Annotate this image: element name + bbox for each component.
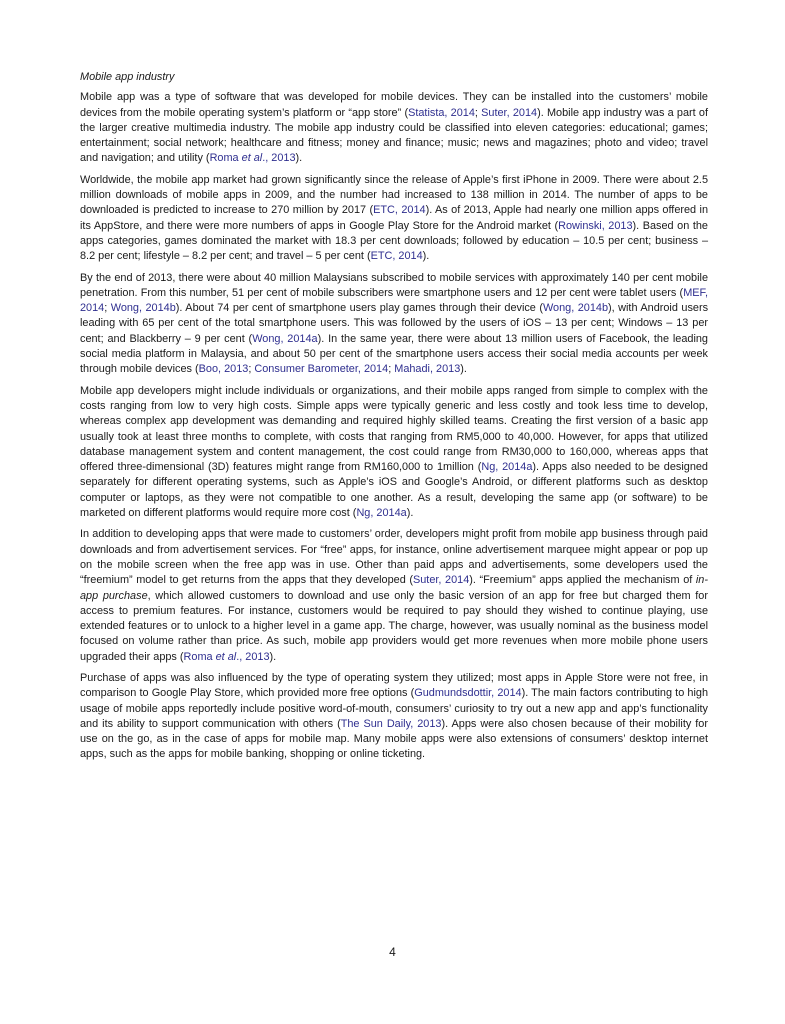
citation-separator: ; — [104, 302, 111, 315]
section-heading: Mobile app industry — [80, 71, 175, 83]
citation-link[interactable]: ETC, 2014 — [373, 204, 426, 217]
paragraph-3 — [80, 271, 708, 378]
paragraph-1 — [80, 90, 708, 166]
citation-author: Roma — [183, 650, 216, 663]
citation-separator: ; — [388, 363, 395, 376]
citation-link[interactable]: Rowinski, 2013 — [558, 219, 633, 232]
paragraph-text: ). — [269, 650, 277, 663]
paragraph-6 — [80, 671, 708, 763]
citation-link[interactable] — [210, 152, 296, 164]
paragraph-text: Worldwide, the mobile app market had grown significantly since the release of Apple’s first iPhone in 2009. There were about 2.5 million downloads of mobile apps in 2009, and the number had increased to 138 million in 2014. The number of apps to be downloaded is predicted to increase to 270 million by 2017 ( — [80, 173, 708, 217]
paragraph-5 — [80, 527, 708, 665]
emphasis-term: in-app purchase — [80, 574, 708, 602]
paragraph-4 — [80, 384, 708, 522]
paragraph-text: , which allowed customers to download and use only the basic version of an app for free but charged them for access to premium features. For instance, customers would be required to pay should they wished to continue playing, use extended features or to unlock to a higher level in a game app. The charge, however, was usually nominal as the business model focused on volume rather than price. As such, mobile app providers would get more revenues when more mobile phone users upgraded their apps ( — [80, 589, 708, 663]
citation-link[interactable]: Mahadi, 2013 — [394, 363, 461, 376]
page-number: 4 — [389, 945, 396, 959]
citation-et-al: et al — [241, 152, 263, 165]
citation-year: ., 2013 — [236, 650, 270, 663]
paragraph-text: ). The main factors contributing to high usage of mobile apps reportedly include positive word-of-mouth, consumers’ curiosity to try out a new app and app’s functionality and its ability to support communication with others ( — [80, 687, 708, 730]
citation-link[interactable]: ETC, 2014 — [370, 250, 423, 263]
citation-separator: ; — [474, 106, 482, 119]
citation-link[interactable]: Boo, 2013 — [198, 363, 249, 376]
citation-author: Roma — [209, 152, 242, 165]
paragraph-text: ). About 74 per cent of smartphone users play games through their device ( — [175, 302, 543, 315]
paragraph-text: ), with Android users leading with 65 per cent of the total smartphone users. This was followed by the users of iOS – 13 per cent; Windows – 13 per cent; and Blackberry – 9 per cent ( — [80, 302, 709, 345]
citation-year: ., 2013 — [262, 152, 296, 165]
citation-link[interactable]: Wong, 2014b — [542, 302, 609, 315]
paragraph-text: ). In the same year, there were about 13 million users of Facebook, the leading social media platform in Malaysia, and about 50 per cent of the smartphone users access their social media accounts per week through mobile devices ( — [80, 332, 708, 376]
paragraph-text: Purchase of apps was also influenced by the type of operating system they utilized; most apps in Apple Store were not free, in comparison to Google Play Store, which provided more free options ( — [80, 671, 708, 700]
citation-et-al: et al — [215, 650, 237, 663]
paragraph-text: In addition to developing apps that were made to customers’ order, developers might profit from mobile app business through paid downloads and from advertisement services. For “free” apps, for instance, online advertisement marquee might appear or pop up on the mobile screen when the free app was in use. Other than paid apps and advertisements, some developers used the “freemium” model to get returns from the apps that they developed ( — [80, 528, 708, 587]
paragraph-text: ). “Freemium” apps applied the mechanism of — [469, 574, 696, 587]
citation-link[interactable]: MEF, 2014 — [80, 286, 708, 315]
paragraph-text: ). — [295, 152, 303, 165]
paragraph-text: ). As of 2013, Apple had nearly one million apps offered in its AppStore, and there were more numbers of apps in Google Play Store for the Android market ( — [80, 204, 708, 232]
citation-link[interactable]: Suter, 2014 — [481, 106, 538, 119]
citation-link[interactable]: Wong, 2014b — [110, 302, 176, 315]
citation-link[interactable] — [184, 651, 270, 663]
paragraph-text: ). — [406, 507, 414, 520]
document-page — [80, 70, 708, 769]
paragraph-2 — [80, 173, 708, 265]
paragraph-text: ). Apps also needed to be designed separately for different operating systems, such as Apple’s iOS and Google’s Android, or different platforms such as desktop computer or laptops, as they were not compatible to one another. As a result, developing the same app (or software) to be marketed on different platforms would require more cost ( — [80, 461, 708, 520]
citation-link[interactable]: Wong, 2014a — [252, 332, 318, 345]
paragraph-text: ). Apps were also chosen because of their mobility for use on the go, as in the case of apps for mobile map. Many mobile apps were also extensions of consumers’ desktop internet apps, such as the apps for mobile banking, shopping or online ticketing. — [80, 717, 708, 761]
paragraph-text: ). Mobile app industry was a part of the larger creative multimedia industry. The mobile app industry could be classified into eleven categories: educational; games; entertainment; social network; healthcare and fitness; money and finance; music; news and magazines; photo and video; travel and navigation; and utility ( — [80, 106, 708, 165]
citation-link[interactable]: Statista, 2014 — [408, 106, 475, 119]
paragraph-text: Mobile app was a type of software that was developed for mobile devices. They can be installed into the customers’ mobile devices from the mobile operating system’s platform or “app store” ( — [80, 91, 708, 119]
paragraph-text: ). Based on the apps categories, games dominated the market with 18.3 per cent downloads; followed by education – 10.5 per cent; business – 8.2 per cent; lifestyle – 8.2 per cent; and travel – 5 per cent ( — [80, 219, 708, 263]
paragraph-text: ). — [422, 250, 430, 263]
citation-link[interactable]: Gudmundsdottir, 2014 — [414, 687, 522, 700]
citation-link[interactable]: Ng, 2014a — [356, 507, 407, 520]
citation-link[interactable]: Consumer Barometer, 2014 — [254, 363, 389, 376]
citation-link[interactable]: Ng, 2014a — [481, 461, 533, 474]
citation-link[interactable]: The Sun Daily, 2013 — [340, 717, 442, 730]
paragraph-text: By the end of 2013, there were about 40 million Malaysians subscribed to mobile services with approximately 140 per cent mobile penetration. From this number, 51 per cent of mobile subscribers were smartphone users and 12 per cent were tablet users ( — [80, 271, 708, 299]
citation-separator: ; — [248, 363, 255, 376]
paragraph-text: Mobile app developers might include individuals or organizations, and their mobile apps ranged from simple to complex with the costs ranging from low to very high costs. Simple apps were typically generic and less costly and took less time to develop, whereas complex app development was demanding and required highly skilled teams. Creating the first version of a basic app usually took at least three months to complete, with costs that ranging from RM5,000 to 40,000. However, for apps that utilized database management system and content management, the cost could range from RM30,000 to 160,000, whereas apps that offered three-dimensional (3D) features might range from RM160,000 to 1million ( — [80, 384, 708, 474]
citation-link[interactable]: Suter, 2014 — [412, 574, 470, 587]
paragraph-text: ). — [460, 363, 467, 376]
